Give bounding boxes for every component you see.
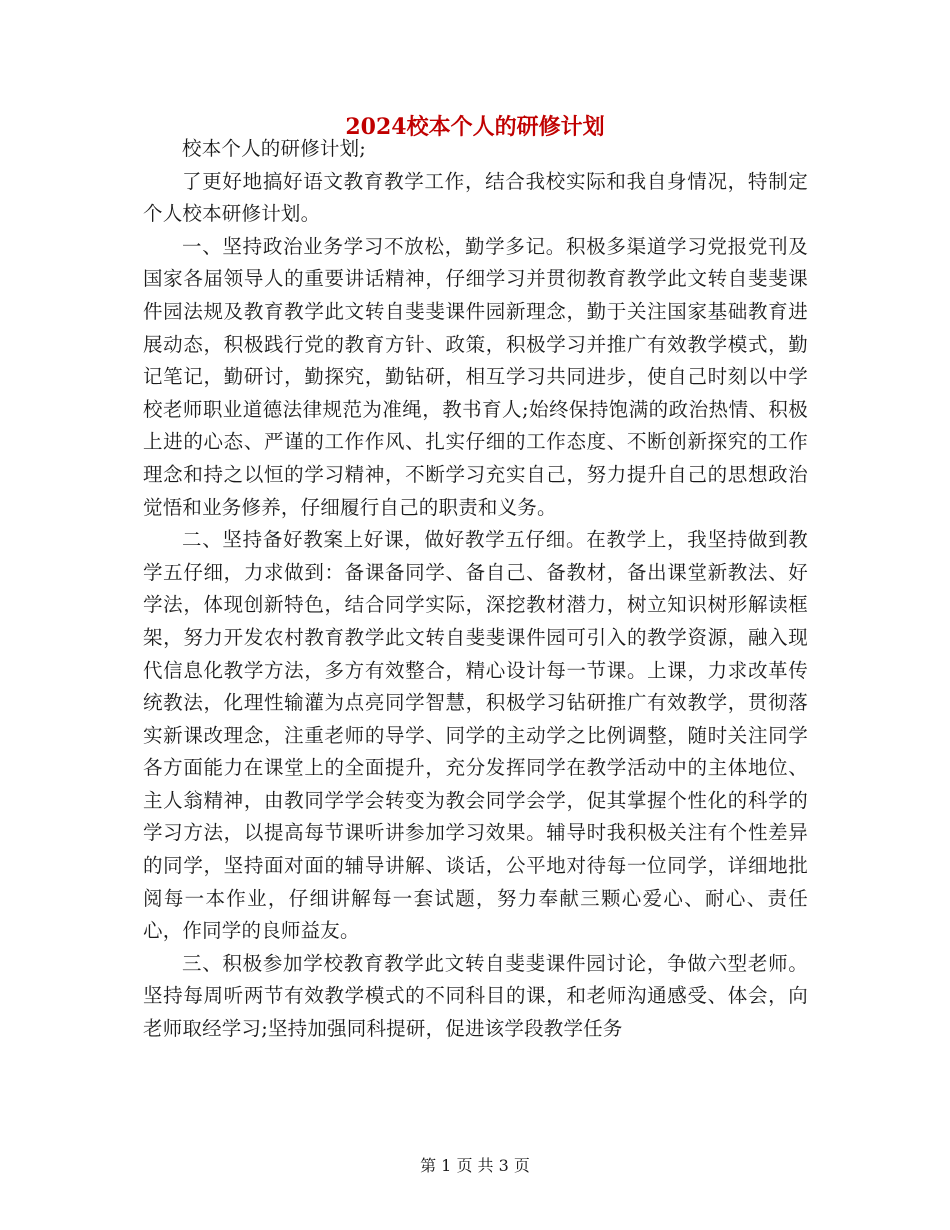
paragraph-section-3: 三、积极参加学校教育教学此文转自斐斐课件园讨论，争做六型老师。坚持每周听两节有效教学模式的不同科目的课，和老师沟通感受、体会，向老师取经学习;坚持加强同科提研，促进该学段教学任务 [143,951,808,1041]
paragraph-section-1: 一、坚持政治业务学习不放松，勤学多记。积极多渠道学习党报党刊及国家各届领导人的重要讲话精神，仔细学习并贯彻教育教学此文转自斐斐课件园法规及教育教学此文转自斐斐课件园新理念，勤于关注国家基础教育进展动态，积极践行党的教育方针、政策，积极学习并推广有效教学模式，勤记笔记，勤研讨，勤探究，勤钻研，相互学习共同进步，使自己时刻以中学校老师职业道德法律规范为准绳，教书育人;始终保持饱满的政治热情、积极上进的心态、严谨的工作作风、扎实仔细的工作态度、不断创新探究的工作理念和持之以恒的学习精神，不断学习充实自己，努力提升自己的思想政治觉悟和业务修养，仔细履行自己的职责和义务。 [143,234,808,519]
page-number-footer: 第 1 页 共 3 页 [420,1156,530,1175]
document-body [143,133,808,1046]
document-title: 2024校本个人的研修计划 [345,114,605,140]
paragraph-intro: 了更好地搞好语文教育教学工作，结合我校实际和我自身情况，特制定个人校本研修计划。 [143,169,808,226]
paragraph-subtitle: 校本个人的研修计划; [182,137,367,160]
paragraph-section-2: 二、坚持备好教案上好课，做好教学五仔细。在教学上，我坚持做到教学五仔细，力求做到：备课备同学、备自己、备教材，备出课堂新教法、好学法，体现创新特色，结合同学实际，深挖教材潜力，树立知识树形解读框架，努力开发农村教育教学此文转自斐斐课件园可引入的教学资源，融入现代信息化教学方法，多方有效整合，精心设计每一节课。上课，力求改革传统教法，化理性输灌为点亮同学智慧，积极学习钻研推广有效教学，贯彻落实新课改理念，注重老师的导学、同学的主动学之比例调整，随时关注同学各方面能力在课堂上的全面提升，充分发挥同学在教学活动中的主体地位、主人翁精神，由教同学学会转变为教会同学会学，促其掌握个性化的科学的学习方法，以提高每节课听讲参加学习效果。辅导时我积极关注有个性差异的同学，坚持面对面的辅导讲解、谈话，公平地对待每一位同学，详细地批阅每一本作业，仔细讲解每一套试题，努力奉献三颗心爱心、耐心、责任心，作同学的良师益友。 [143,528,808,943]
